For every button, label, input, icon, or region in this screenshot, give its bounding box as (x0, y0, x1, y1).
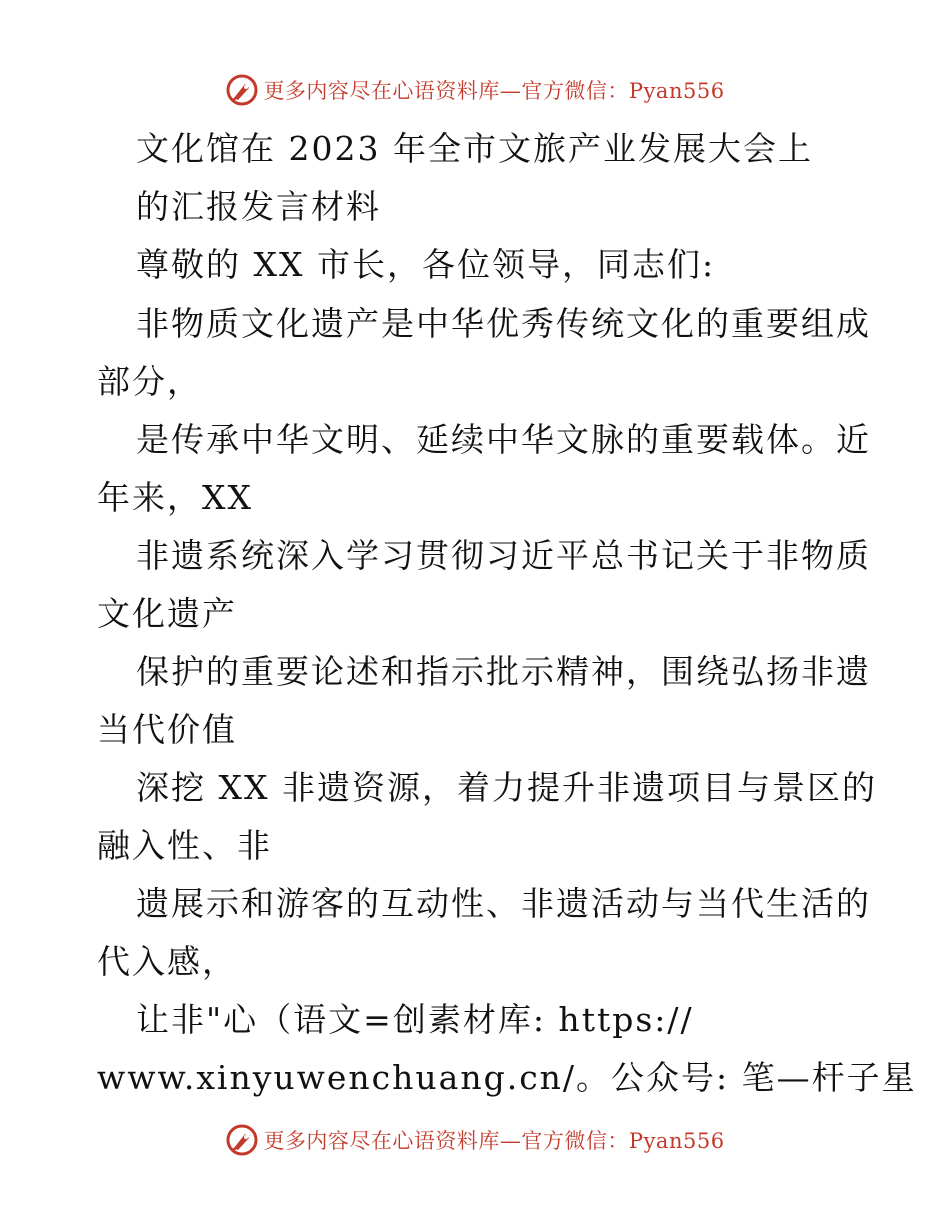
paragraph-line: 让非"心（语文=创素材库: https:// (136, 1000, 694, 1039)
paragraph-line: 年来，XX (97, 478, 253, 517)
paragraph-line: 深挖 XX 非遗资源，着力提升非遗项目与景区的 (136, 768, 877, 807)
paragraph-line: 保护的重要论述和指示批示精神，围绕弘扬非遗 (136, 652, 871, 691)
paragraph-line: 遗展示和游客的互动性、非遗活动与当代生活的 (136, 884, 871, 923)
paragraph-line: www.xinyuwenchuang.cn/。公众号: 笔—杆子星 (97, 1058, 917, 1097)
salutation: 尊敬的 XX 市长，各位领导，同志们: (136, 245, 716, 284)
paragraph-line: 文化遗产 (97, 594, 237, 633)
paragraph-line: 当代价值 (97, 710, 237, 749)
doc-title-line-2: 的汇报发言材料 (136, 187, 381, 226)
paragraph-line: 融入性、非 (97, 826, 272, 865)
watermark-text: 更多内容尽在心语资料库—官方微信：Pyan556 (263, 1129, 725, 1153)
footer-watermark (0, 1120, 950, 1160)
paragraph-line: 非物质文化遗产是中华优秀传统文化的重要组成 (136, 304, 871, 343)
doc-title-line-1: 文化馆在 2023 年全市文旅产业发展大会上 (136, 129, 813, 168)
watermark-text: 更多内容尽在心语资料库—官方微信：Pyan556 (263, 79, 725, 103)
paragraph-line: 部分， (97, 362, 202, 401)
pen-nib-seal-icon (225, 73, 259, 107)
paragraph-line: 非遗系统深入学习贯彻习近平总书记关于非物质 (136, 536, 871, 575)
paragraph-line: 代入感， (97, 942, 237, 981)
header-watermark (0, 70, 950, 110)
pen-nib-seal-icon (225, 1123, 259, 1157)
paragraph-line: 是传承中华文明、延续中华文脉的重要载体。近 (136, 420, 871, 459)
